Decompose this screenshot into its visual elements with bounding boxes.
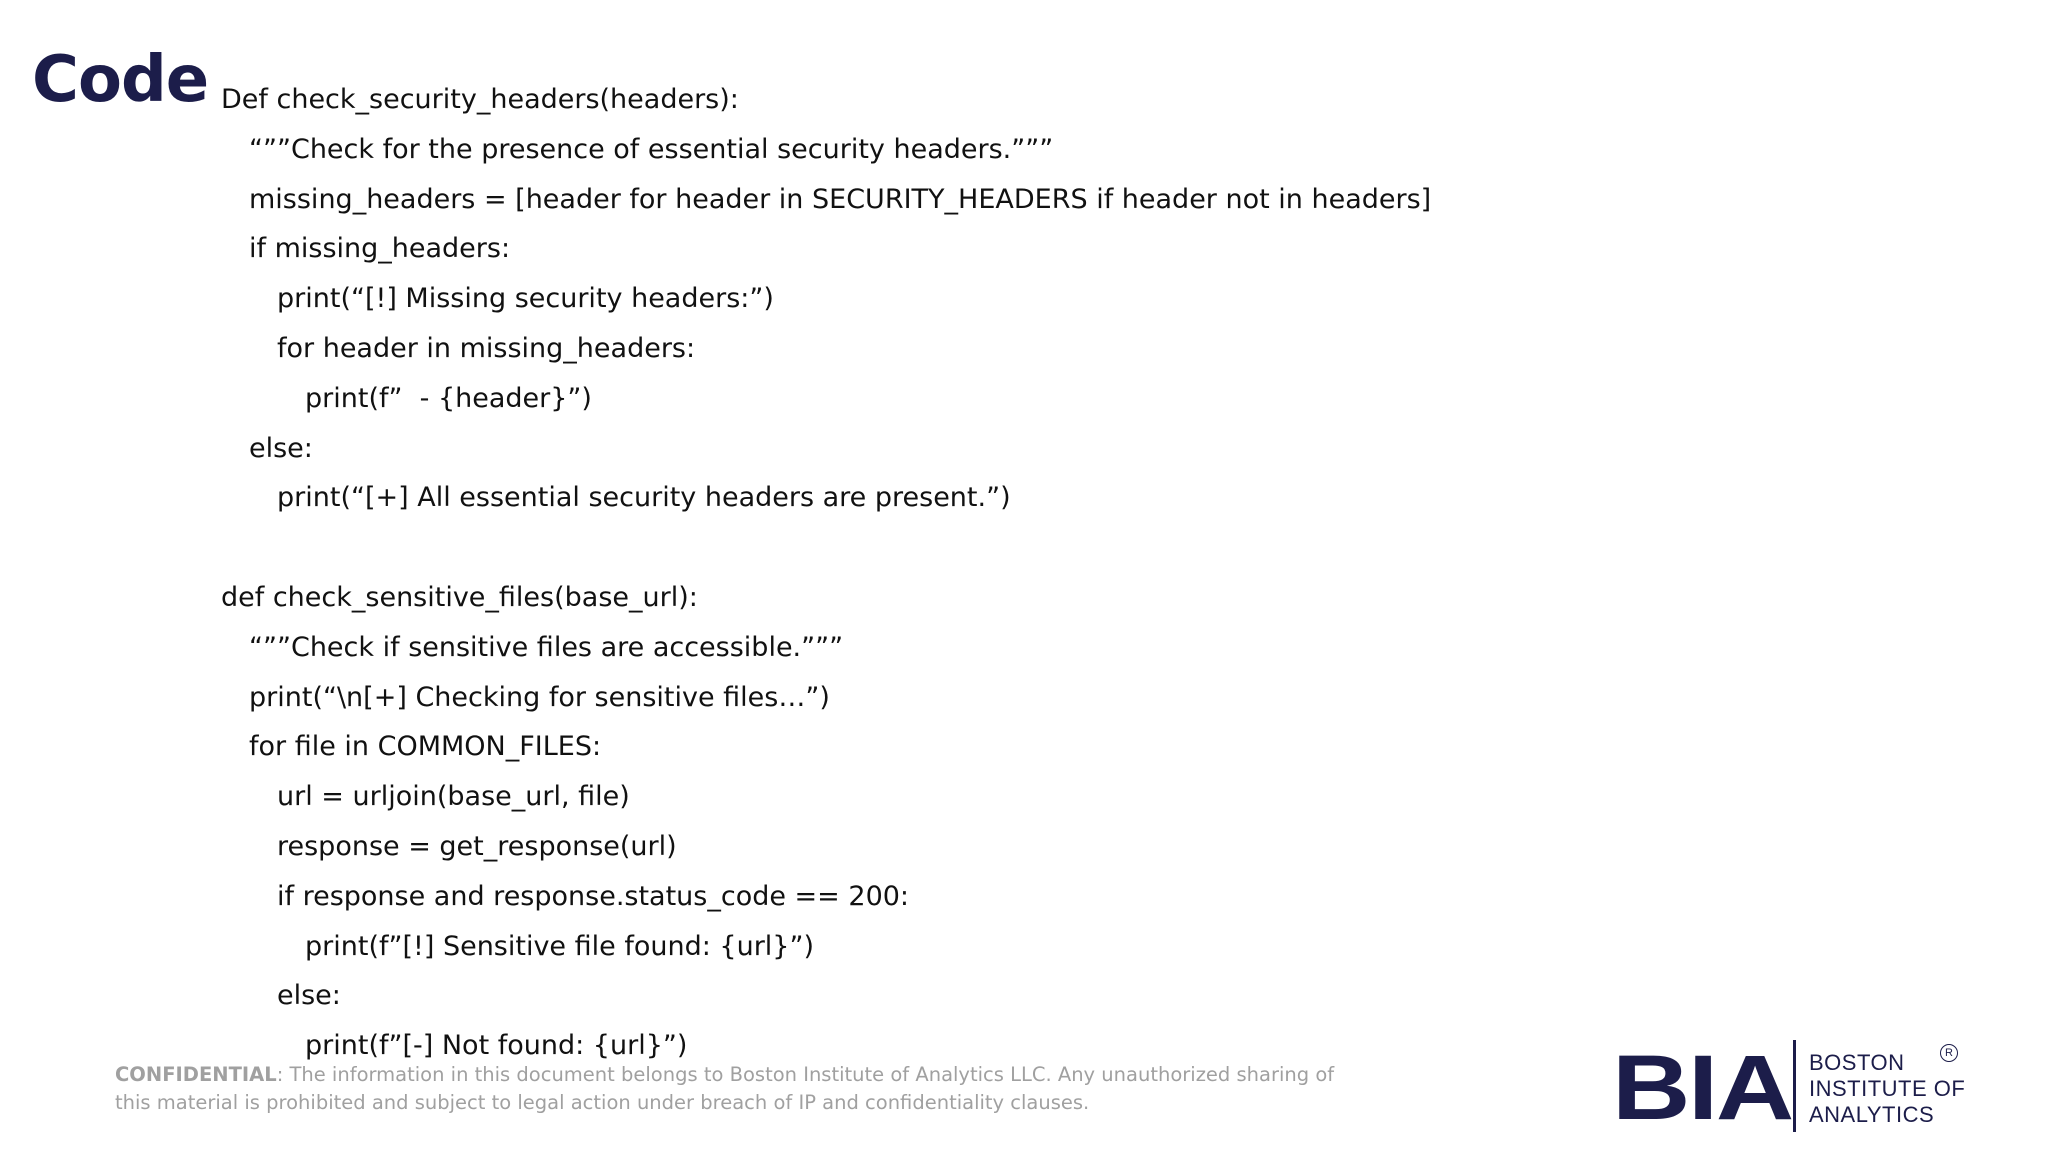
slide-title: Code bbox=[32, 43, 209, 117]
logo-mark: BIA bbox=[1612, 1037, 1792, 1139]
confidential-text: : The information in this document belongs to Boston Institute of Analytics LLC. Any unauthorized sharing of this material is prohibited and subject to legal action under breach of IP and confidentiality clauses. bbox=[115, 1063, 1335, 1114]
logo-line-3: ANALYTICS bbox=[1809, 1102, 1935, 1127]
bia-logo bbox=[1612, 1036, 1972, 1139]
code-line: response = get_response(url) bbox=[277, 831, 677, 862]
confidentiality-notice bbox=[115, 1061, 1365, 1117]
code-line: “””Check if sensitive files are accessible.””” bbox=[249, 631, 844, 663]
code-line: url = urljoin(base_url, file) bbox=[277, 781, 630, 813]
code-line: print(f”[!] Sensitive file found: {url}”) bbox=[305, 930, 814, 962]
code-line: Def check_security_headers(headers): bbox=[221, 84, 739, 115]
code-line: else: bbox=[249, 432, 313, 464]
code-line: print(f” - {header}”) bbox=[305, 382, 592, 414]
logo-line-2: INSTITUTE OF bbox=[1809, 1076, 1966, 1101]
code-line: if response and response.status_code == 200: bbox=[277, 880, 910, 912]
code-line: “””Check for the presence of essential security headers.””” bbox=[249, 133, 1054, 165]
code-line: print(“[!] Missing security headers:”) bbox=[277, 283, 774, 315]
code-line: if missing_headers: bbox=[249, 233, 511, 265]
code-line: def check_sensitive_files(base_url): bbox=[221, 582, 698, 613]
confidential-label: CONFIDENTIAL bbox=[115, 1063, 277, 1086]
logo-divider bbox=[1793, 1040, 1796, 1132]
code-line: print(“[+] All essential security headers are present.”) bbox=[277, 482, 1011, 514]
code-line: print(“\n[+] Checking for sensitive files…”) bbox=[249, 681, 830, 713]
code-line: missing_headers = [header for header in SECURITY_HEADERS if header not in headers] bbox=[249, 183, 1432, 215]
code-line: print(f”[-] Not found: {url}”) bbox=[305, 1030, 688, 1062]
logo-wordmark bbox=[1809, 1050, 1965, 1128]
code-line: for header in missing_headers: bbox=[277, 333, 696, 364]
logo-line-1: BOSTON bbox=[1809, 1050, 1905, 1075]
registered-mark-icon: R bbox=[1940, 1044, 1958, 1062]
code-line: else: bbox=[277, 980, 341, 1012]
code-line: for file in COMMON_FILES: bbox=[249, 731, 602, 763]
